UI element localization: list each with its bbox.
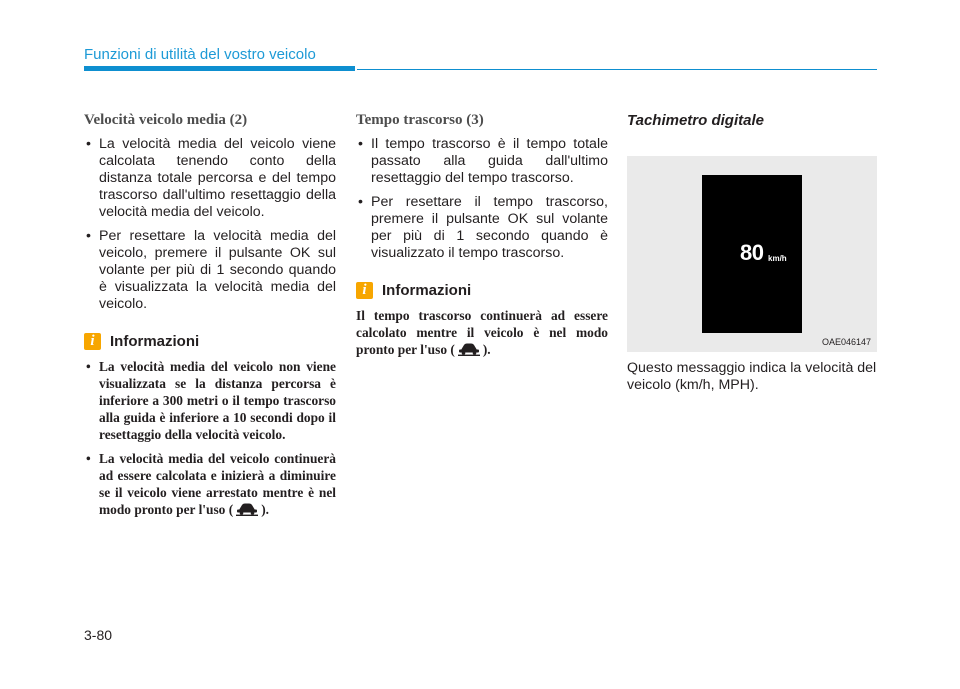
column-elapsed-time [356, 112, 608, 360]
header-bar-thin [357, 69, 877, 70]
bullet-list [84, 136, 336, 313]
speed-unit: km/h [768, 254, 787, 263]
column-digital-speedometer [627, 112, 879, 394]
info-box-header [356, 282, 608, 299]
column-average-speed [84, 112, 336, 527]
list-item: • La velocità media del veicolo viene calcolata tenendo conto della distanza totale percorsa e del tempo trascorso dall'ultimo resettaggio della velocità media del veicolo. [84, 136, 336, 221]
section-heading-elapsed-time: Tempo trascorso (3) [356, 112, 484, 128]
info-paragraph [356, 307, 608, 360]
list-item: • Per resettare la velocità media del veicolo, premere il pulsante OK sul volante per più di 1 secondo quando è visualizzata la velocità media del veicolo. [84, 228, 336, 313]
list-item: • La velocità media del veicolo non viene visualizzata se la distanza percorsa è inferiore a 300 metri o il tempo trascorso alla guida è inferiore a 10 secondi dopo il resettaggio della velocità veicolo. [84, 358, 336, 443]
info-bullet-close: ). [261, 502, 269, 517]
info-bullet-text: La velocità media del veicolo continuerà ad essere calcolata e inizierà a diminuire se il veicolo viene arrestato mentre è nel modo pronto per l'uso ( [99, 451, 336, 517]
info-icon: i [84, 333, 101, 350]
section-heading-average-speed: Velocità veicolo media (2) [84, 112, 248, 128]
info-box-header [84, 333, 336, 350]
speedometer-figure [627, 156, 877, 352]
bullet-list [356, 136, 608, 262]
info-title: Informazioni [110, 333, 200, 350]
ready-car-icon [458, 342, 480, 360]
ready-car-icon [236, 502, 258, 520]
info-title: Informazioni [382, 282, 472, 299]
info-icon: i [356, 282, 373, 299]
section-heading-digital-speedometer: Tachimetro digitale [627, 112, 764, 129]
list-item [84, 450, 336, 520]
list-item: • Il tempo trascorso è il tempo totale passato alla guida dall'ultimo resettaggio del tempo trascorso. [356, 136, 608, 187]
header-bar-thick [84, 66, 355, 71]
header-title: Funzioni di utilità del vostro veicolo [84, 46, 316, 63]
figure-caption: Questo messaggio indica la velocità del veicolo (km/h, MPH). [627, 360, 877, 393]
info-text: Il tempo trascorso continuerà ad essere calcolato mentre il veicolo è nel modo pronto per l'uso ( [356, 308, 608, 357]
speed-value: 80 [740, 240, 764, 265]
list-item: • Per resettare il tempo trascorso, premere il pulsante OK sul volante per più di 1 secondo quando è visualizzato il tempo trascorso. [356, 194, 608, 262]
info-close: ). [482, 342, 491, 357]
cluster-display [702, 175, 802, 333]
figure-code: OAE046147 [821, 337, 871, 347]
info-bullet-list [84, 358, 336, 520]
page-number: 3-80 [84, 627, 113, 643]
